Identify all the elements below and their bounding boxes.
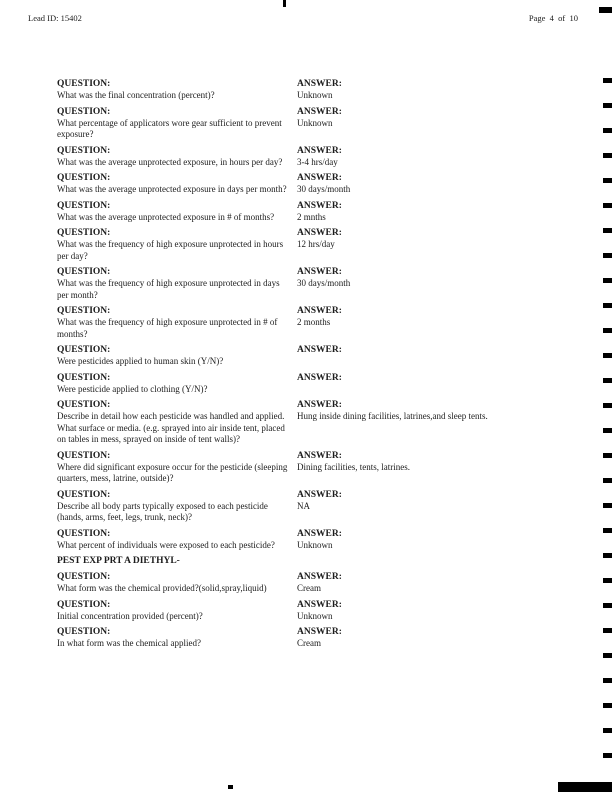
answer-text: 2 mnths	[297, 211, 326, 222]
qa-row	[57, 78, 586, 102]
question-column	[57, 450, 297, 485]
question-column	[57, 571, 297, 595]
question-text: What form was the chemical provided?(solid,spray,liquid)	[57, 583, 267, 593]
question-text: What percent of individuals were exposed to each pesticide?	[57, 539, 275, 550]
qa-row	[57, 106, 586, 141]
question-column	[57, 145, 297, 169]
answer-label: ANSWER:	[297, 145, 342, 156]
question-column	[57, 106, 297, 141]
answer-column	[297, 200, 586, 224]
question-text: Where did significant exposure occur for the pesticide (sleeping quarters, mess, latrine, outside)?	[57, 461, 288, 483]
answer-label: ANSWER:	[297, 489, 342, 500]
question-label: QUESTION:	[57, 400, 111, 410]
qa-row	[57, 599, 586, 623]
answer-column	[297, 344, 586, 368]
page-header	[28, 13, 578, 23]
answer-column	[297, 172, 586, 196]
question-text: What was the frequency of high exposure unprotected in days per month?	[57, 278, 280, 300]
question-column	[57, 626, 297, 650]
scan-artifact-bottom-right	[558, 782, 612, 792]
page-number-label: Page 4 of 10	[528, 13, 578, 23]
answer-text: 2 months	[297, 317, 331, 327]
answer-label: ANSWER:	[297, 450, 342, 461]
question-text: What was the frequency of high exposure unprotected in hours per day?	[57, 239, 284, 261]
answer-text: Unknown	[297, 90, 333, 100]
question-text: Describe all body parts typically exposed to each pesticide (hands, arms, feet, legs, trunk, neck)?	[57, 500, 268, 522]
answer-label: ANSWER:	[297, 200, 342, 211]
answer-column	[297, 145, 586, 169]
answer-label: ANSWER:	[297, 572, 342, 582]
lead-id-label: Lead ID: 15402	[28, 13, 82, 23]
answer-column	[297, 372, 586, 396]
question-column	[57, 372, 297, 396]
answer-text: NA	[297, 500, 310, 511]
question-label: QUESTION:	[57, 489, 111, 500]
question-text: What was the final concentration (percent)?	[57, 90, 215, 100]
qa-row	[57, 266, 586, 301]
answer-text: Unknown	[297, 539, 333, 550]
answer-label: ANSWER:	[297, 306, 342, 316]
answer-text: Cream	[297, 638, 321, 648]
question-column	[57, 172, 297, 196]
qa-row	[57, 528, 586, 552]
answer-text: 12 hrs/day	[297, 239, 335, 249]
question-label: QUESTION:	[57, 528, 111, 539]
scan-artifact-bottom-center	[228, 785, 233, 789]
answer-text: 30 days/month	[297, 278, 351, 288]
question-text: What was the average unprotected exposure in # of months?	[57, 211, 275, 222]
answer-label: ANSWER:	[297, 627, 342, 637]
question-column	[57, 200, 297, 224]
answer-label: ANSWER:	[297, 372, 342, 383]
question-text: What was the frequency of high exposure unprotected in # of months?	[57, 317, 278, 339]
question-label: QUESTION:	[57, 267, 111, 277]
qa-row	[57, 344, 586, 368]
qa-row	[57, 450, 586, 485]
qa-row	[57, 200, 586, 224]
answer-text: 30 days/month	[297, 184, 351, 194]
section-header: PEST EXP PRT A DIETHYL-	[57, 556, 180, 566]
answer-column	[297, 450, 586, 485]
answer-column	[297, 399, 586, 446]
answer-column	[297, 489, 586, 524]
qa-row	[57, 489, 586, 524]
answer-label: ANSWER:	[297, 173, 342, 183]
answer-column	[297, 78, 586, 102]
qa-row	[57, 305, 586, 340]
qa-row	[57, 571, 586, 595]
scan-artifact-right-edge-ticks	[603, 78, 612, 766]
answer-label: ANSWER:	[297, 79, 342, 89]
qa-list	[57, 78, 586, 654]
question-label: QUESTION:	[57, 306, 111, 316]
question-column	[57, 528, 297, 552]
question-column	[57, 489, 297, 524]
answer-text: Hung inside dining facilities, latrines,and sleep tents.	[297, 411, 488, 421]
question-column	[57, 78, 297, 102]
question-text: What percentage of applicators wore gear sufficient to prevent exposure?	[57, 117, 282, 139]
question-column	[57, 227, 297, 262]
question-label: QUESTION:	[57, 572, 111, 582]
answer-column	[297, 626, 586, 650]
question-text: In what form was the chemical applied?	[57, 638, 201, 648]
question-text: Were pesticides applied to human skin (Y/N)?	[57, 356, 224, 366]
question-column	[57, 399, 297, 446]
question-label: QUESTION:	[57, 145, 111, 156]
question-label: QUESTION:	[57, 228, 111, 238]
answer-label: ANSWER:	[297, 106, 342, 117]
question-label: QUESTION:	[57, 450, 111, 461]
question-label: QUESTION:	[57, 372, 111, 383]
answer-column	[297, 599, 586, 623]
answer-text: 3-4 hrs/day	[297, 156, 338, 167]
answer-label: ANSWER:	[297, 400, 342, 410]
question-text: Initial concentration provided (percent)?	[57, 610, 203, 621]
question-label: QUESTION:	[57, 599, 111, 610]
question-label: QUESTION:	[57, 79, 111, 89]
qa-row	[57, 172, 586, 196]
question-column	[57, 344, 297, 368]
answer-text: Unknown	[297, 117, 333, 128]
answer-column	[297, 528, 586, 552]
scan-artifact-top-center	[283, 0, 286, 7]
qa-row	[57, 145, 586, 169]
question-column	[57, 266, 297, 301]
answer-label: ANSWER:	[297, 267, 342, 277]
answer-column	[297, 227, 586, 262]
answer-label: ANSWER:	[297, 599, 342, 610]
answer-label: ANSWER:	[297, 528, 342, 539]
question-text: What was the average unprotected exposure in days per month?	[57, 184, 287, 194]
question-column	[57, 305, 297, 340]
question-label: QUESTION:	[57, 345, 111, 355]
question-text: What was the average unprotected exposure, in hours per day?	[57, 156, 283, 167]
scan-artifact-top-right	[599, 7, 612, 13]
qa-row	[57, 399, 586, 446]
answer-column	[297, 305, 586, 340]
answer-column	[297, 106, 586, 141]
question-label: QUESTION:	[57, 200, 111, 211]
answer-column	[297, 571, 586, 595]
answer-column	[297, 266, 586, 301]
qa-row	[57, 372, 586, 396]
question-text: Describe in detail how each pesticide was handled and applied. What surface or media. (e.g. sprayed into air inside tent, placed on tables in mess, sprayed on inside of tent walls)?	[57, 411, 285, 444]
question-label: QUESTION:	[57, 173, 111, 183]
answer-label: ANSWER:	[297, 345, 342, 355]
answer-text: Cream	[297, 583, 321, 593]
question-column	[57, 599, 297, 623]
qa-row	[57, 227, 586, 262]
question-label: QUESTION:	[57, 106, 111, 117]
qa-row	[57, 626, 586, 650]
answer-label: ANSWER:	[297, 228, 342, 238]
answer-text: Unknown	[297, 610, 333, 621]
question-label: QUESTION:	[57, 627, 111, 637]
answer-text: Dining facilities, tents, latrines.	[297, 461, 410, 472]
question-text: Were pesticide applied to clothing (Y/N)?	[57, 383, 208, 394]
